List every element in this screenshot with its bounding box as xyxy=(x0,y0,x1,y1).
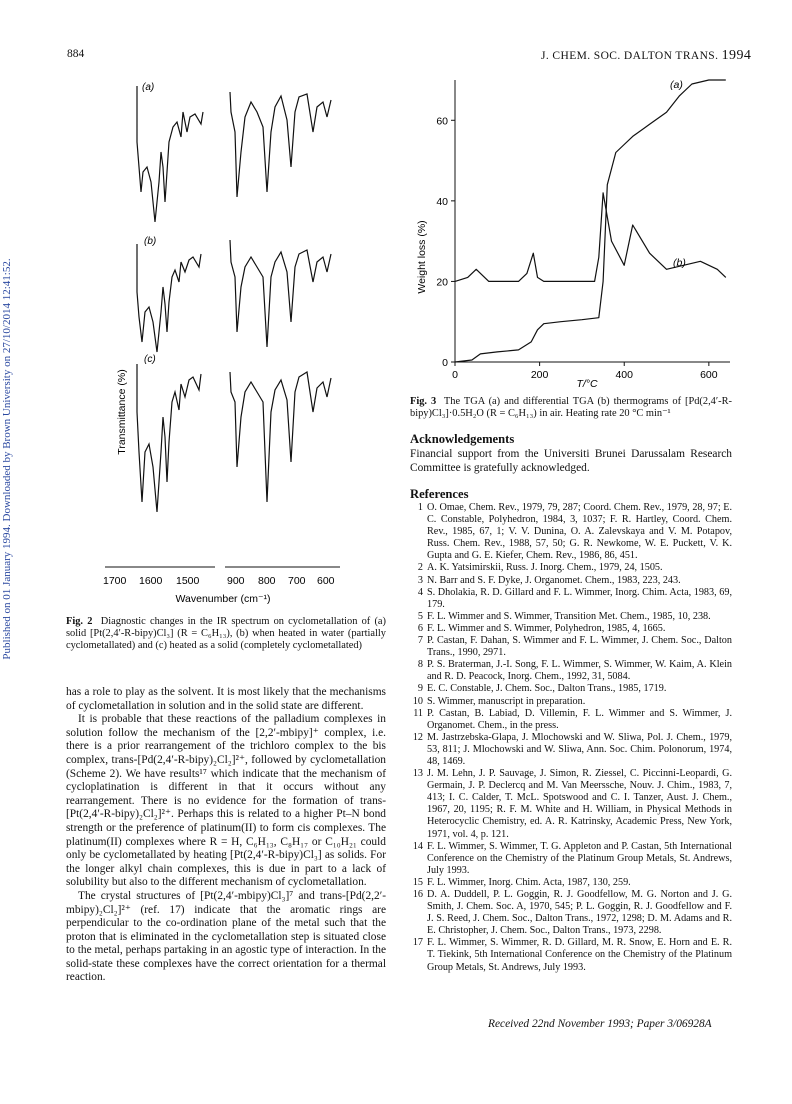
fig2-ir-spectra xyxy=(95,72,375,617)
reference-text: S. Wimmer, manuscript in preparation. xyxy=(427,695,586,707)
reference-item xyxy=(410,732,732,768)
reference-text: N. Barr and S. F. Dyke, J. Organomet. Chem., 1983, 223, 243. xyxy=(427,574,681,586)
reference-item xyxy=(410,889,732,937)
reference-number: 14 xyxy=(412,840,423,852)
fig3-series-a-line xyxy=(455,80,726,362)
page-number: 884 xyxy=(67,48,85,60)
journal-year: 1994 xyxy=(721,48,752,63)
reference-item xyxy=(410,877,732,889)
reference-number: 3 xyxy=(417,574,423,586)
reference-text: D. A. Duddell, P. L. Goggin, R. J. Goodfellow, M. G. Norton and J. G. Smith, J. Chem. Soc. A, 1970, 545; P. L. Goggin, R. J. Goodfellow and F. J. S. Reed, J. Chem. Soc., Dalton Trans., 1972, 1298; D. M. Adams and R. E. Christopher, J. Chem. Soc., Dalton Trans., 1973, 2298. xyxy=(427,889,732,937)
reference-number: 2 xyxy=(417,562,423,574)
fig2-tick-1700: 1700 xyxy=(103,575,127,587)
fig3-ylabel: Weight loss (%) xyxy=(416,220,428,294)
reference-number: 12 xyxy=(412,731,423,743)
reference-item xyxy=(410,502,732,562)
fig2-ylabel: Transmittance (%) xyxy=(116,369,128,455)
reference-text: F. L. Wimmer, S. Wimmer, R. D. Gillard, M. R. Snow, E. Horn and E. R. T. Tiekink, 5th International Conference on the Chemistry of the Platinum Group Metals, St. Andrews, July 1993. xyxy=(427,937,732,973)
fig3-tga-chart xyxy=(405,72,735,390)
fig2-tick-1500: 1500 xyxy=(176,575,200,587)
references-section xyxy=(410,487,732,974)
fig2-spectrum-c-right xyxy=(230,372,331,502)
fig2-caption xyxy=(66,616,386,653)
reference-item xyxy=(410,708,732,732)
reference-item xyxy=(410,611,732,623)
fig2-tick-900: 900 xyxy=(227,575,245,587)
reference-number: 8 xyxy=(417,659,423,671)
fig3-xlabel: T/°C xyxy=(576,378,598,390)
fig3-ytick-label: 40 xyxy=(436,195,448,208)
fig2-panel-b: (b) xyxy=(144,236,157,247)
fig3-xtick-label: 600 xyxy=(700,369,718,381)
reference-text: M. Jastrzebska-Glapa, J. Mlochowski and W. Sliwa, Pol. J. Chem., 1979, 53, 811; J. Mlochowski and W. Sliwa, Ann. Soc. Chim. Polonorum, 1974, 48, 1469. xyxy=(427,731,732,767)
reference-text: F. L. Wimmer and S. Wimmer, Transition Met. Chem., 1985, 10, 238. xyxy=(427,610,711,622)
fig2-caption-text: Diagnostic changes in the IR spectrum on cyclometallation of (a) solid [Pt(2,4′-R-bipy)Cl₃] (R = C₆H₁₃), (b) when heated in water (partially cyclometallated) and (c) heated as a solid (completely cyclometallated) xyxy=(66,616,386,652)
fig2-tick-800: 800 xyxy=(258,575,276,587)
download-watermark: Published on 01 January 1994. Downloaded by Brown University on 27/10/2014 12:41:52. xyxy=(1,258,13,660)
fig2-xlabel: Wavenumber (cm⁻¹) xyxy=(175,593,271,605)
reference-number: 15 xyxy=(412,876,423,888)
journal-header xyxy=(541,48,751,64)
fig3-ytick-label: 60 xyxy=(436,115,448,128)
paragraph-2: It is probable that these reactions of the palladium complexes in solution follow the mechanism of the [2,2′-mbipy]⁺ complex, i.e. there is a prior rearrangement of the trichloro complex to the bis complex, trans-[Pd(2,4′-R-bipy)₂Cl₂]²⁺, followed by cyclometallation (Scheme 2). We have results¹⁷ which indicate that the mechanism of cycloplatination is different in that it occurs without any rearrangement. There is no evidence for the formation of trans-[Pt(2,4′-R-bipy)₂Cl₂]²⁺. Perhaps this is related to a higher Pt–N bond strength or the preference of platinum(II) to form cis complexes. The platinum(II) complexes where R = H, C₆H₁₃, C₈H₁₇ or C₁₀H₂₁ could only be cyclometallated by heating [Pt(2,4′-R-bipy)Cl₃] as solids. For the longer alkyl chain complexes, this is due in part to a lack of solubility but also to the different mechanism of cyclometallation. xyxy=(66,713,386,889)
fig3-caption-text: The TGA (a) and differential TGA (b) thermograms of [Pd(2,4′-R-bipy)Cl₃]·0.5H₂O (R = C₆H₁₃) in air. Heating rate 20 °C min⁻¹ xyxy=(410,396,732,420)
reference-text: P. Castan, F. Dahan, S. Wimmer and F. L. Wimmer, J. Chem. Soc., Dalton Trans., 1990, 2971. xyxy=(427,635,732,659)
reference-item xyxy=(410,937,732,973)
fig3-label-a: (a) xyxy=(670,79,683,91)
reference-number: 10 xyxy=(412,695,423,707)
journal-name: J. CHEM. SOC. DALTON TRANS. xyxy=(541,50,719,62)
reference-item xyxy=(410,768,732,841)
reference-number: 4 xyxy=(417,586,423,598)
reference-item xyxy=(410,635,732,659)
references-list xyxy=(410,502,732,974)
reference-text: F. L. Wimmer, S. Wimmer, T. G. Appleton and P. Castan, 5th International Conference on the Chemistry of the Platinum Group Metals, St. Andrews, July 1993. xyxy=(427,840,732,876)
reference-text: O. Omae, Chem. Rev., 1979, 79, 287; Coord. Chem. Rev., 1979, 28, 97; E. C. Constable, Polyhedron, 1984, 3, 1037; F. R. Hartley, Coord. Chem. Rev., 1985, 67, 1; V. V. Dunina, O. A. Zalevskaya and V. M. Potapov, Russ. Chem. Rev., 1988, 57, 50; G. R. Newkome, W. E. Puckett, V. K. Gupta and G. E. Kiefer, Chem. Rev., 1986, 86, 451. xyxy=(427,502,732,562)
reference-text: F. L. Wimmer and S. Wimmer, Polyhedron, 1985, 4, 1665. xyxy=(427,622,666,634)
fig3-caption xyxy=(410,396,732,420)
fig3-xtick-label: 0 xyxy=(452,369,458,381)
reference-number: 6 xyxy=(417,622,423,634)
reference-text: F. L. Wimmer, Inorg. Chim. Acta, 1987, 130, 259. xyxy=(427,876,631,888)
reference-item xyxy=(410,575,732,587)
reference-text: S. Dholakia, R. D. Gillard and F. L. Wimmer, Inorg. Chim. Acta, 1983, 69, 179. xyxy=(427,586,732,610)
fig2-tick-700: 700 xyxy=(288,575,306,587)
reference-text: P. S. Braterman, J.-I. Song, F. L. Wimmer, S. Wimmer, W. Kaim, A. Klein and R. D. Peacock, Inorg. Chem., 1992, 31, 5084. xyxy=(427,659,732,683)
reference-number: 17 xyxy=(412,937,423,949)
reference-number: 16 xyxy=(412,889,423,900)
fig2-tick-1600: 1600 xyxy=(139,575,163,587)
fig2-panel-a: (a) xyxy=(142,82,155,93)
references-title: References xyxy=(410,487,469,501)
reference-text: P. Castan, B. Labiad, D. Villemin, F. L. Wimmer and S. Wimmer, J. Organomet. Chem., in the press. xyxy=(427,707,732,731)
paragraph-1: has a role to play as the solvent. It is most likely that the mechanisms of cyclometallation in solution and in the solid state are different. xyxy=(66,686,386,712)
reference-number: 1 xyxy=(417,502,423,513)
fig3-ytick-label: 0 xyxy=(442,357,448,369)
acknowledgements-text: Financial support from the Universiti Brunei Darussalam Research Committee is gratefully acknowledged. xyxy=(410,448,732,474)
received-line: Received 22nd November 1993; Paper 3/06928A xyxy=(488,1018,712,1030)
reference-number: 5 xyxy=(417,610,423,622)
acknowledgements-section xyxy=(410,432,732,475)
reference-text: A. K. Yatsimirskii, Russ. J. Inorg. Chem., 1979, 24, 1505. xyxy=(427,562,663,574)
fig2-spectrum-a-right xyxy=(230,92,331,197)
acknowledgements-title: Acknowledgements xyxy=(410,432,515,446)
fig2-spectrum-b-left xyxy=(137,244,201,352)
fig3-xtick-label: 400 xyxy=(615,369,633,381)
paragraph-3: The crystal structures of [Pt(2,4′-mbipy)Cl₃]⁷ and trans-[Pd(2,2′-mbipy)₂Cl₂]²⁺ (ref. 17) indicate that the aromatic rings are perpendicular to the co-ordination plane of the metal such that the proton that is eliminated in the cyclometallation step is situated close to the metal, perhaps partaking in an agostic type of interaction. In the solid-state these complexes have the correct orientation for a thermal reaction. xyxy=(66,889,386,984)
reference-item xyxy=(410,696,732,708)
reference-text: J. M. Lehn, J. P. Sauvage, J. Simon, R. Ziessel, C. Piccinni-Leopardi, G. Germain, J. P. Declercq and M. Van Meerssche, Nouv. J. Chim., 1983, 7, 413; I. C. Calder, T. McL. Spotswood and C. I. Tanzer, Aust. J. Chem., 1967, 20, 1195; R. F. M. White and H. William, in Physical Methods in Heterocyclic Chemistry, ed. A. R. Katrinsky, Academic Press, New York, 1971, vol. 4, p. 121. xyxy=(427,768,732,840)
fig2-spectrum-b-right xyxy=(230,240,331,347)
reference-number: 9 xyxy=(417,683,423,695)
left-body-text xyxy=(66,686,386,985)
fig3-ytick-label: 20 xyxy=(436,276,448,289)
reference-number: 7 xyxy=(417,635,423,647)
fig2-spectrum-a-left xyxy=(137,86,203,222)
fig2-panel-c: (c) xyxy=(144,354,156,365)
reference-item xyxy=(410,683,732,695)
reference-item xyxy=(410,562,732,574)
fig2-caption-label: Fig. 2 xyxy=(66,616,93,627)
fig3-xtick-label: 200 xyxy=(530,369,549,381)
fig3-caption-label: Fig. 3 xyxy=(410,396,437,407)
reference-number: 11 xyxy=(413,707,423,719)
reference-item xyxy=(410,623,732,635)
reference-item xyxy=(410,841,732,877)
reference-item xyxy=(410,659,732,683)
reference-item xyxy=(410,587,732,611)
reference-text: E. C. Constable, J. Chem. Soc., Dalton Trans., 1985, 1719. xyxy=(427,683,667,695)
fig2-tick-600: 600 xyxy=(317,575,335,587)
fig2-spectrum-c-left xyxy=(137,364,201,512)
reference-number: 13 xyxy=(412,768,423,780)
fig3-label-b: (b) xyxy=(673,257,686,269)
